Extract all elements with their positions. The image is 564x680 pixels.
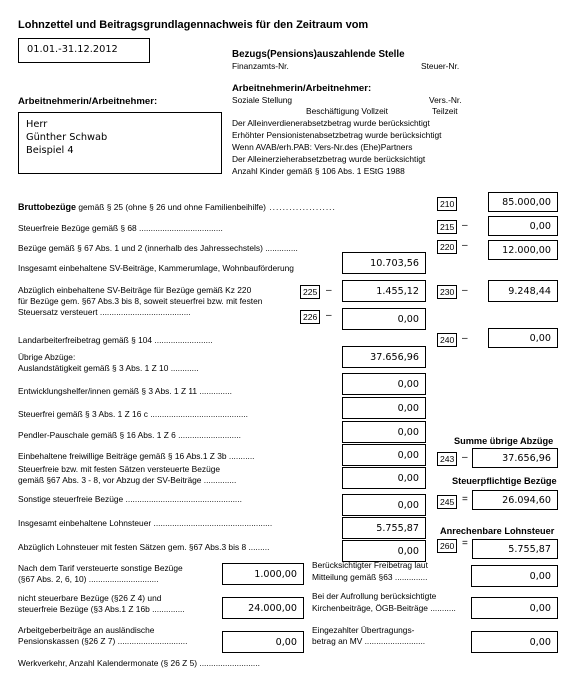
sv-abzug-line1: Abzüglich einbehaltene SV-Beiträge für Bezüge gemäß Kz 220 bbox=[18, 285, 252, 295]
ausland-label: Auslandstätigkeit gemäß § 3 Abs. 1 Z 10 ............ bbox=[18, 363, 199, 373]
pendler-label: Pendler-Pauschale gemäß § 16 Abs. 1 Z 6 ........................... bbox=[18, 430, 241, 440]
brutto-label: Bruttobezüge gemäß § 25 (ohne § 26 und ohne Familienbeihilfe) .................... bbox=[18, 202, 336, 212]
aufrollung-value: 0,00 bbox=[529, 603, 551, 614]
werkverkehr-label: Werkverkehr, Anzahl Kalendermonate (§ 26 Z 5) .......................... bbox=[18, 658, 260, 668]
steuerpflichtig-value: 26.094,60 bbox=[502, 495, 551, 506]
period-box bbox=[18, 38, 150, 63]
uebertragung-value: 0,00 bbox=[529, 637, 551, 648]
steuerpflichtig-label: Steuerpflichtige Bezüge bbox=[452, 476, 557, 486]
freiwillig-value: 0,00 bbox=[397, 450, 419, 461]
lohnsteuer-value: 5.755,87 bbox=[376, 523, 419, 534]
aufrollung-value-box bbox=[471, 597, 558, 619]
code-220: 220 bbox=[437, 240, 457, 254]
sonstige-stfrei-value: 0,00 bbox=[397, 500, 419, 511]
sv-225-value-box bbox=[342, 280, 426, 302]
code-225: 225 bbox=[300, 285, 320, 299]
freibetrag-value: 0,00 bbox=[529, 571, 551, 582]
sv-225-value: 1.455,12 bbox=[376, 286, 419, 297]
op-225: – bbox=[326, 285, 332, 296]
bezuege67-value-box bbox=[488, 240, 558, 260]
sv-230-value-box bbox=[488, 280, 558, 302]
fa-nr-label: Finanzamts-Nr. bbox=[232, 61, 289, 71]
op-243: – bbox=[462, 452, 468, 463]
sv-230-value: 9.248,44 bbox=[508, 286, 551, 297]
payer-heading: Bezugs(Pensions)auszahlende Stelle bbox=[232, 49, 405, 60]
freiwillig-value-box bbox=[342, 444, 426, 466]
entwicklung-value-box bbox=[342, 373, 426, 395]
soziale-stellung-label: Soziale Stellung bbox=[232, 95, 293, 105]
employee-name-box bbox=[18, 112, 222, 174]
steuerpflichtig-value-box bbox=[472, 490, 558, 510]
entwicklung-value: 0,00 bbox=[397, 379, 419, 390]
freibetrag-line2: Mitteilung gemäß §63 .............. bbox=[312, 572, 428, 582]
feste-saetze-value: 0,00 bbox=[397, 473, 419, 484]
note-partner: Wenn AVAB/erh.PAB: Vers-Nr.des (Ehe)Partners bbox=[232, 142, 413, 152]
summe-uebrige-label: Summe übrige Abzüge bbox=[454, 436, 554, 446]
note-pensionisten: Erhöhter Pensionistenabsetzbetrag wurde berücksichtigt bbox=[232, 130, 442, 140]
employee-heading: Arbeitnehmerin/Arbeitnehmer: bbox=[232, 83, 372, 94]
pensionskassen-value: 0,00 bbox=[275, 637, 297, 648]
steuerfrei68-value: 0,00 bbox=[529, 221, 551, 232]
lohnsteuer-fest-label: Abzüglich Lohnsteuer mit festen Sätzen gem. §67 Abs.3 bis 8 ......... bbox=[18, 542, 270, 552]
lohnsteuer-label: Insgesamt einbehaltene Lohnsteuer ................................................... bbox=[18, 518, 273, 528]
nicht-steuerbar-line1: nicht steuerbare Bezüge (§26 Z 4) und bbox=[18, 593, 162, 603]
nicht-steuerbar-line2: steuerfreie Bezüge (§3 Abs.1 Z 16b .............. bbox=[18, 604, 185, 614]
employee-example: Beispiel 4 bbox=[26, 145, 74, 156]
code-226: 226 bbox=[300, 310, 320, 324]
sv-total-value-box bbox=[342, 252, 426, 274]
sv-total-value: 10.703,56 bbox=[370, 258, 419, 269]
aufrollung-line2: Kirchenbeiträge, ÖGB-Beiträge ........... bbox=[312, 603, 456, 613]
pendler-value-box bbox=[342, 421, 426, 443]
code-210: 210 bbox=[437, 197, 457, 211]
nicht-steuerbar-value-box bbox=[222, 597, 304, 619]
freibetrag-line1: Berücksichtigter Freibetrag laut bbox=[312, 560, 428, 570]
vers-nr-label: Vers.-Nr. bbox=[429, 95, 462, 105]
note-alleinerzieher: Der Alleinerzieherabsetzbetrag wurde berücksichtigt bbox=[232, 154, 426, 164]
landarbeiter-label: Landarbeiterfreibetrag gemäß § 104 ......................... bbox=[18, 335, 213, 345]
code-245: 245 bbox=[437, 495, 457, 509]
op-240: – bbox=[462, 333, 468, 344]
lohnsteuer-fest-value: 0,00 bbox=[397, 546, 419, 557]
pendler-value: 0,00 bbox=[397, 427, 419, 438]
feste-saetze-value-box bbox=[342, 467, 426, 489]
uebertragung-value-box bbox=[471, 631, 558, 653]
freiwillig-label: Einbehaltene freiwillige Beiträge gemäß § 16 Abs.1 Z 3b ........... bbox=[18, 451, 255, 461]
steuerfrei3-label: Steuerfrei gemäß § 3 Abs. 1 Z 16 c .......................................... bbox=[18, 409, 248, 419]
uebrige-value: 37.656,96 bbox=[370, 352, 419, 363]
summe-uebrige-value-box bbox=[472, 448, 558, 468]
sv-abzug-line2: für Bezüge gem. §67 Abs.3 bis 8, soweit steuerfrei bzw. mit festen bbox=[18, 296, 263, 306]
code-215: 215 bbox=[437, 220, 457, 234]
teilzeit-label: Teilzeit bbox=[432, 106, 458, 116]
code-243: 243 bbox=[437, 452, 457, 466]
beschaeftigung-label: Beschäftigung Vollzeit bbox=[306, 106, 388, 116]
uebertragung-line1: Eingezahlter Übertragungs- bbox=[312, 625, 415, 635]
tarif-line2: (§67 Abs. 2, 6, 10) .............................. bbox=[18, 574, 159, 584]
tarif-line1: Nach dem Tarif versteuerte sonstige Bezüge bbox=[18, 563, 183, 573]
landarbeiter-value: 0,00 bbox=[529, 333, 551, 344]
op-230: – bbox=[462, 285, 468, 296]
code-240: 240 bbox=[437, 333, 457, 347]
sv-total-label: Insgesamt einbehaltene SV-Beiträge, Kammerumlage, Wohnbauförderung bbox=[18, 263, 294, 273]
sv-abzug-line3: Steuersatz versteuert ....................................... bbox=[18, 307, 191, 317]
op-220: – bbox=[462, 240, 468, 251]
feste-saetze-line2: gemäß §67 Abs. 3 - 8, vor Abzug der SV-Beiträge .............. bbox=[18, 475, 237, 485]
uebertragung-line2: betrag an MV .......................... bbox=[312, 636, 426, 646]
code-230: 230 bbox=[437, 285, 457, 299]
lohnsteuer-value-box bbox=[342, 517, 426, 539]
sonstige-stfrei-label: Sonstige steuerfreie Bezüge .................................................. bbox=[18, 494, 242, 504]
entwicklung-label: Entwicklungshelfer/innen gemäß § 3 Abs. 1 Z 11 .............. bbox=[18, 386, 232, 396]
op-245: = bbox=[462, 494, 468, 505]
employee-name: Günther Schwab bbox=[26, 132, 108, 143]
code-260: 260 bbox=[437, 539, 457, 553]
sv-226-value-box bbox=[342, 308, 426, 330]
sv-226-value: 0,00 bbox=[397, 314, 419, 325]
aufrollung-line1: Bei der Aufrollung berücksichtigte bbox=[312, 591, 437, 601]
sonstige-stfrei-value-box bbox=[342, 494, 426, 516]
feste-saetze-line1: Steuerfreie bzw. mit festen Sätzen versteuerte Bezüge bbox=[18, 464, 221, 474]
nicht-steuerbar-value: 24.000,00 bbox=[248, 603, 297, 614]
steuerfrei3-value: 0,00 bbox=[397, 403, 419, 414]
steuerfrei3-value-box bbox=[342, 397, 426, 419]
uebrige-value-box bbox=[342, 346, 426, 368]
brutto-value: 85.000,00 bbox=[502, 197, 551, 208]
form-title: Lohnzettel und Beitragsgrundlagennachweis für den Zeitraum vom bbox=[18, 19, 369, 31]
note-alleinverdiener: Der Alleinverdienerabsetzbetrag wurde berücksichtigt bbox=[232, 118, 430, 128]
uebrige-label: Übrige Abzüge: bbox=[18, 352, 76, 362]
note-kinder: Anzahl Kinder gemäß § 106 Abs. 1 EStG 1988 bbox=[232, 166, 405, 176]
freibetrag-value-box bbox=[471, 565, 558, 587]
bezuege67-label: Bezüge gemäß § 67 Abs. 1 und 2 (innerhalb des Jahressechstels) .............. bbox=[18, 243, 298, 253]
lohnsteuer-fest-value-box bbox=[342, 540, 426, 562]
summe-uebrige-value: 37.656,96 bbox=[502, 453, 551, 464]
pensionskassen-line2: Pensionskassen (§26 Z 7) .............................. bbox=[18, 636, 188, 646]
tarif-value: 1.000,00 bbox=[254, 569, 297, 580]
anrechenbar-value-box bbox=[472, 539, 558, 559]
period-value: 01.01.-31.12.2012 bbox=[27, 44, 118, 55]
steuer-nr-label: Steuer-Nr. bbox=[421, 61, 460, 71]
brutto-value-box bbox=[488, 192, 558, 212]
landarbeiter-value-box bbox=[488, 328, 558, 348]
steuerfrei68-value-box bbox=[488, 216, 558, 236]
op-226: – bbox=[326, 310, 332, 321]
pensionskassen-line1: Arbeitgeberbeiträge an ausländische bbox=[18, 625, 155, 635]
steuerfrei68-label: Steuerfreie Bezüge gemäß § 68 .................................... bbox=[18, 223, 223, 233]
anrechenbar-label: Anrechenbare Lohnsteuer bbox=[440, 526, 555, 536]
pensionskassen-value-box bbox=[222, 631, 304, 653]
anrechenbar-value: 5.755,87 bbox=[508, 544, 551, 555]
op-215: – bbox=[462, 220, 468, 231]
employee-section-label: Arbeitnehmerin/Arbeitnehmer: bbox=[18, 96, 158, 107]
bezuege67-value: 12.000,00 bbox=[502, 245, 551, 256]
tarif-value-box bbox=[222, 563, 304, 585]
op-260: = bbox=[462, 538, 468, 549]
employee-salutation: Herr bbox=[26, 119, 48, 130]
